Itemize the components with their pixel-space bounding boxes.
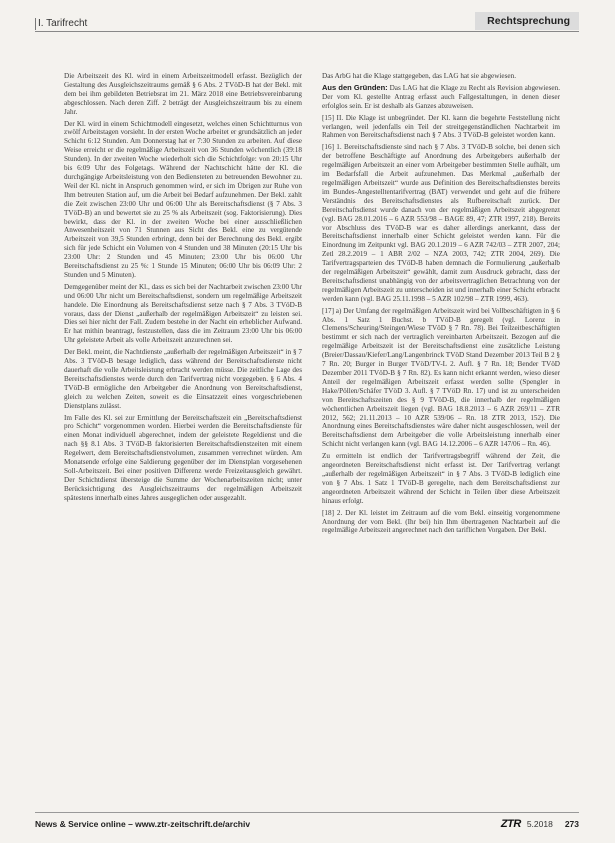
section-lead-in: Aus den Gründen: bbox=[322, 82, 388, 92]
header-rule bbox=[35, 31, 579, 32]
page-number: 273 bbox=[564, 819, 579, 829]
paragraph: [16] 1. Bereitschaftsdienste sind nach § 7 Abs. 3 TVöD-B solche, bei denen sich der betroffene Beschäftigte auf Anordnung des Arbeitgebers außerhalb der regelmäßigen Arbeitszeit an einer vom Arbeitgeber bestimmten Stelle aufhält, um im Bedarfsfall die Arbeit aufzunehmen. Das Merkmal „außerhalb der regelmäßigen Arbeitszeit“ wurde aus Definition des Bereitschaftsdienstes bereits im Bundes-Angestelltentarifvertrag (BAT) verwendet und geht auf die frühere Verständnis des Bereitschaftsdienstes als Rufbereitschaft zurück. Der Bereitschaftsdienst wurde danach von der regelmäßigen Arbeitszeit abgegrenzt (vgl. BAG 28.01.2016 – 6 AZR 553/98 – BAGE 89, 47; ZTR 1997, 218). Bereits vor Abschluss des TVöD-B war es daher allerdings anerkannt, dass der Bereitschaftsdienst innerhalb einer Schicht geleistet werden kann. Für die Einordnung im Zeitpunkt vgl. BAG 20.1.2019 – 6 AZR 742/03 – ZTR 2007, 204; Zetl 28.2.2019 – 1 ABR 2/02 – NZA 2003, 742; ZTR 2004, 269). Die Tarifvertragsparteien des TVöD-B haben demnach die Formulierung „außerhalb der regelmäßigen Arbeitszeit“ gewählt, damit zum Ausdruck gebracht, dass der Bereitschaftsdienst unabhängig von der arbeitsvertraglichen Betrachtung von der regelmäßigen Arbeitszeit zu unterscheiden ist und innerhalb einer Schicht erbracht werden kann (vgl. BAG 25.11.1998 – 5 AZR 102/98 – ZTR 1999, 463). bbox=[322, 143, 560, 303]
left-column bbox=[64, 72, 302, 805]
issue-number: 5.2018 bbox=[526, 819, 553, 829]
paragraph: [15] II. Die Klage ist unbegründet. Der Kl. kann die begehrte Feststellung nicht verlangen, weil jedenfalls ein Teil der streitgegenständlichen Nachtarbeit im Rahmen von Bereitschaftsdienst nach § 7 Abs. 3 TVöD-B geleistet worden kann. bbox=[322, 113, 560, 140]
paragraph: Der Bekl. meint, die Nachtdienste „außerhalb der regelmäßigen Arbeitszeit“ in § 7 Abs. 3 TVöD-B besage lediglich, dass während der Bereitschaftsdienste nicht dauerhaft die volle Arbeitsleistung erbracht werden müsse. Die zeitliche Lage des Bereitschaftsdienstes werde durch den Tarifvertrag nicht vorgegeben. § 6 Abs. 4 TVöD-B ermögliche den Arbeitgeber die Anordnung von Bereitschaftsdienst, gleich zu welchen Zeiten, soweit es die Einsatzzeit eines vorgeschriebenen Dienstplans zulässt. bbox=[64, 348, 302, 410]
paragraph: Das ArbG hat die Klage stattgegeben, das LAG hat sie abgewiesen. bbox=[322, 72, 517, 80]
paragraph: [17] a) Der Umfang der regelmäßigen Arbeitszeit wird bei Vollbeschäftigten in § 6 Abs. 1 Satz 1 Buchst. b TVöD-B geregelt (vgl. Lorenz in Clemens/Scheuring/Steingen/Wiese TVöD § 7 Rn. 78). Bei Teilzeitbeschäftigten bestimmt er sich nach der vertraglich vereinbarten Arbeitszeit. Bezogen auf die regelmäßige Arbeitszeit ist der Bereitschaftsdienst eine zusätzliche Leistung (Breier/Dassau/Kiefer/Lang/Langenbrinck TVöD Stand Dezember 2013 Teil B 2 § 7 Rn. 20; Burger in Burger TVöD/TV-L 2. Aufl. § 7 Rn. 18; Bender TVöD Dezember 2011 TVöD-B § 7 Rn. 82). Es kann nicht erkannt werden, wieso dieser Anteil der regelmäßigen Arbeitszeit erfasst werden sollte (Spengler in Hake/Pöllen/Schäfer TVöD 3. Aufl. § 7 TVöD Rn. 17) und ist zu unterscheiden von Bereitschaftszeiten des § 9 TVöD-B, die innerhalb der regelmäßigen wöchentlichen Arbeitszeit liegen (vgl. BAG 18.8.2013 – 6 AZR 269/11 – ZTR 2012, 562; 21.11.2013 – 10 AZR 539/06 – Rn. 18 ZTR 2013, 152). Die Anordnung eines Bereitschaftsdienstes wäre daher nicht ausgeschlossen, weil der Bereitschaftsdienst dem Arbeitgeber die volle Arbeitsleistung innerhalb einer Schicht nicht verlangen kann (vgl. BAG 14.12.2006 – 6 AZR 147/06 – Rn. 46). bbox=[322, 306, 560, 449]
section-tag: Rechtsprechung bbox=[475, 12, 579, 30]
paragraph: Die Arbeitszeit des Kl. wird in einem Arbeitszeitmodell erfasst. Bezüglich der Gestaltung des Ausgleichszeitraums gemäß § 6 Abs. 2 TVöD-B hat der Bekl. mit dem bei ihm gebildeten Betriebsrat im 21. März 2018 eine Betriebsvereinbarung abgeschlossen. Nach deren Ziff. 2 beträgt der Ausgleichszeitraum bis zu einem Jahr. bbox=[64, 72, 302, 116]
right-column bbox=[322, 72, 560, 805]
paragraph: Demgegenüber meint der Kl., dass es sich bei der Nachtarbeit zwischen 23:00 Uhr und 06:00 Uhr nicht um Bereitschaftsdienst, sondern um regelmäßige Arbeitszeit handele. Die Einordnung als Bereitschaftsdienst setze nach § 7 Abs. 3 TVöD-B voraus, dass der Dienst „außerhalb der regelmäßigen Arbeitszeit“ zu leisten sei. Dies sei hier nicht der Fall. Zudem bestehe in der Nacht ein erheblicher Aufwand. Er hat mithin beantragt, festzustellen, dass die im Zeitraum 23:00 Uhr bis 06:00 Uhr geleistete Arbeit als volle Arbeitszeit anzurechnen sei. bbox=[64, 282, 302, 345]
paragraph: Aus den Gründen: Das LAG hat die Klage zu Recht als Revision abgewiesen. Der vom Kl. gestellte Antrag erfasst auch Fallgestaltungen, in denen dieser erfolglos sein. Er ist deshalb als Ganzes abzuweisen. bbox=[322, 82, 560, 110]
footer-right bbox=[501, 818, 579, 830]
page-footer bbox=[35, 812, 579, 831]
paragraph: Der Kl. wird in einem Schichtmodell eingesetzt, welches einen Schichtturnus von zwölf Arbeitstagen vorsieht. In der ersten Woche arbeitet er grundsätzlich an jeder Schicht 6:12 Stunden. Am Donnerstag hat er 7:30 Stunden zu arbeiten. Auf diese Weise erreicht er die regelmäßige Arbeitszeit von 36 Stunden wöchentlich (39:18 Stunden). In der zweiten Woche wiederholt sich die Schichtfolge: von 20:15 Uhr bis 6:09 Uhr des Folgetags. Während der Nachtschicht hätte der Kl. die durchgängige Arbeitsleistung von den Bediensteten zu betreuenden Bewohner zu. Weil der Kl. nicht in Anspruch genommen wird, er sich im Übrigen zur Ruhe von Ihm betreuten Station auf, um die Arbeit bei Bedarf aufzunehmen. Der Bekl. zahlt die Zeit zwischen 23:00 Uhr und 06:00 Uhr als Bereitschaftsdienst (§ 7 Abs. 3 TVöD-B) an und bewertet sie zu 25 % als Arbeitszeit (sog. Faktorisierung). Dies bewirkt, dass der Kl. in der zweiten Woche bei einer ausschließlichen Anwesenheitszeit von 71 Stunnen aus Sicht des Bekl. eine zu vergütende Arbeitszeit von 39,5 Stunden erbringt, denn bei der Berechnung des Bekl. ergibt sich für jede Schicht ein Volumen von 4 Stunden und 38 Minuten (20:15 Uhr bis 23:00 Uhr: 2 Stunden und 45 Minuten; 23:00 Uhr bis 06:00 Uhr Bereitschaftsdienst zu 25 %: 1 Stunde 15 Minuten; 06:00 Uhr bis 06:09 Uhr: 2 Stunden und 5 Minuten). bbox=[64, 119, 302, 279]
paragraph: Zu ermitteln ist endlich der Tarifvertragsbegriff während der Zeit, die angeordneten Bereitschaftsdienst nicht erfasst ist. Der Tarifvertrag verlangt „außerhalb der regelmäßigen Arbeitszeit“ in § 7 Abs. 3 TVöD-B lediglich eine von § 7 Abs. 1 Satz 1 TVöD-B geregelte, nach dem Bereitschaftsdienst zur angeordneten Arbeitszeit während der Schicht in Teilen über diese Arbeitszeit hinaus erfolgt. bbox=[322, 452, 560, 505]
section-label: I. Tarifrecht bbox=[35, 18, 87, 30]
footer-archive-link[interactable]: News & Service online – www.ztr-zeitschrift.de/archiv bbox=[35, 819, 251, 829]
paragraph: [18] 2. Der Kl. leistet im Zeitraum auf die vom Bekl. einseitig vorgenommene Anordnung der vom Bekl. (Ihr bei) hin Ihm übertragenen Nachtarbeit auf die regelmäßige Arbeitszeit angerechnet nach den tariflichen Vorgaben. Der Bekl. bbox=[322, 508, 560, 535]
article-body bbox=[64, 72, 575, 805]
paragraph: Im Falle des Kl. sei zur Ermittlung der Bereitschaftszeit ein „Bereitschaftsdienst pro Schicht“ vorgenommen worden. Hierbei werden die Bereitschaftsdienste für einen Monat individuell abgerechnet, indem der geleistete Regeldienst und die nach §§ 8.1 Abs. 3 TVöD-B faktorisierten Bereitschaftsdienstzeiten mit einem Regelwert, dem Bereitschaftsdienstvolumen, zusammen verrechnet würden. Am Monatsende erfolge eine Saldierung gegenüber der im Dienstplan vorgesehenen Soll-Arbeitszeit. Bei einer positiven Differenz werde Freizeitausgleich gewährt. Der Schichtdienst übersteige die Summe der Wochenarbeitszeiten nicht; unter Berücksichtigung des Ausgleichszeitraums der regelmäßigen Arbeitszeit spätestens innerhalb eines Jahres ausgeglichen oder ausgezahlt. bbox=[64, 413, 302, 502]
journal-logo: ZTR bbox=[500, 818, 521, 830]
page-header bbox=[35, 8, 579, 30]
